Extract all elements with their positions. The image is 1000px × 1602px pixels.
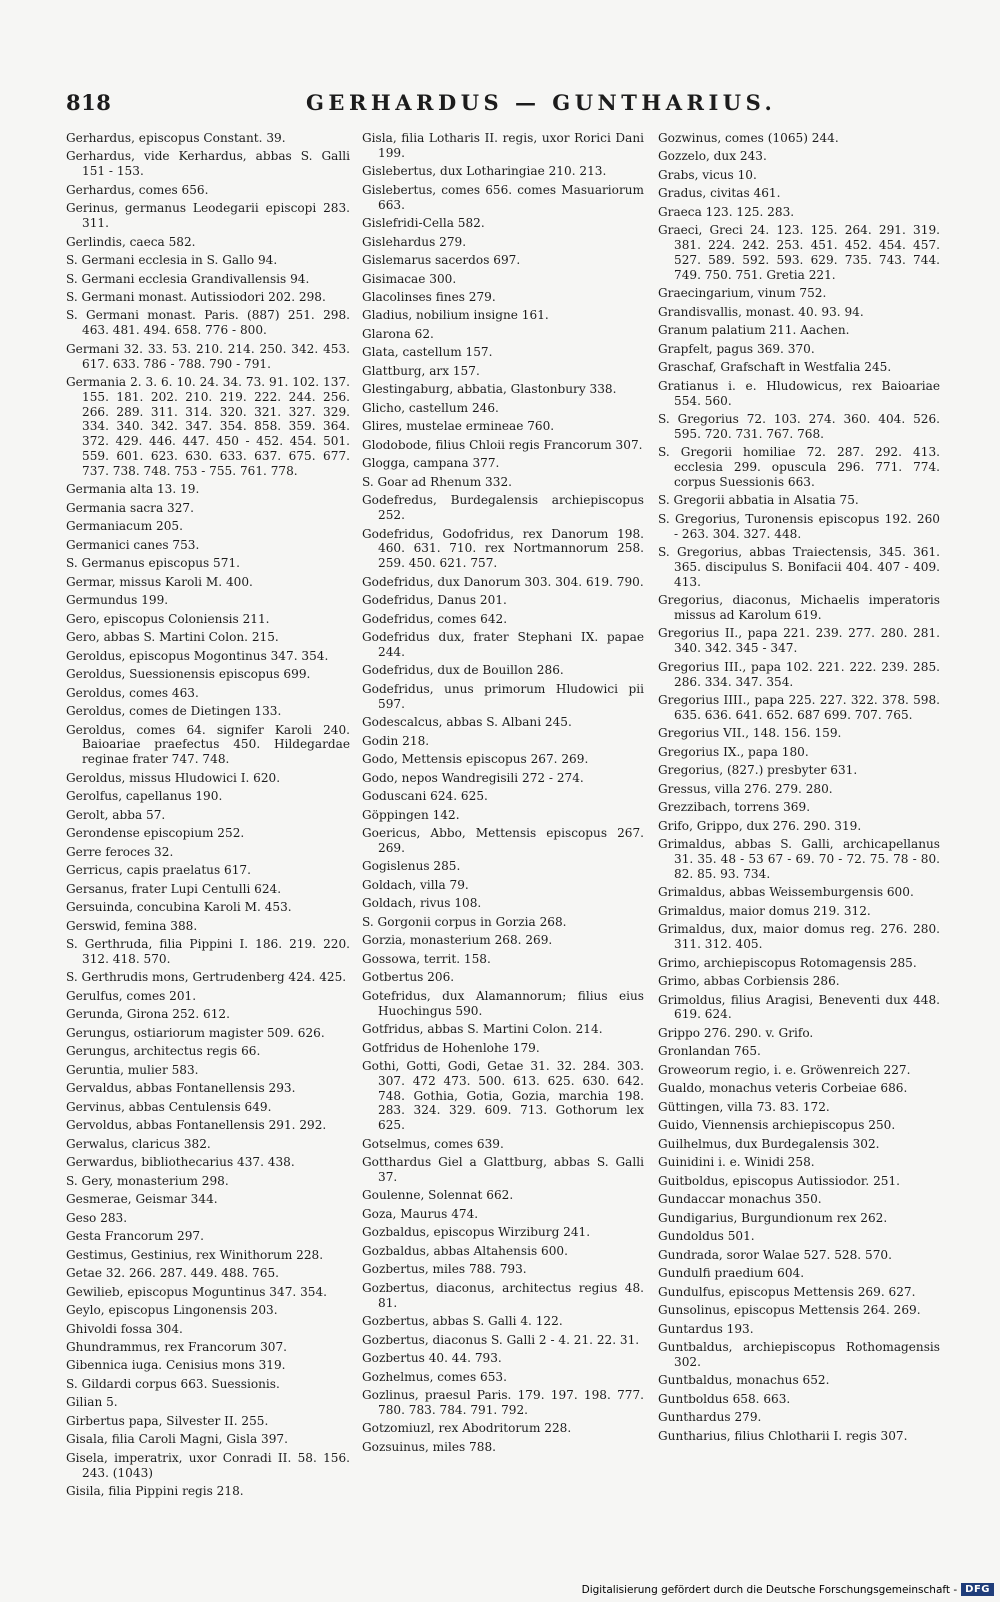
index-entry: Gregorius VII., 148. 156. 159. xyxy=(658,726,842,741)
index-entry: Germania sacra 327. xyxy=(66,500,194,515)
index-entry: Gundrada, soror Walae 527. 528. 570. xyxy=(658,1247,892,1262)
index-entry: Geylo, episcopus Lingonensis 203. xyxy=(66,1303,278,1318)
index-entry: Germanici canes 753. xyxy=(66,537,200,552)
index-entry: Glarona 62. xyxy=(362,326,434,341)
index-entry: Glattburg, arx 157. xyxy=(362,363,480,378)
index-entry: Gerondense episcopium 252. xyxy=(66,826,245,841)
index-entry: Germania alta 13. 19. xyxy=(66,482,200,497)
index-entry: Gratianus i. e. Hludowicus, rex Baioariae 554. 560. xyxy=(658,378,940,408)
index-entry: Gisila, filia Pippini regis 218. xyxy=(66,1484,244,1499)
index-entry: Gozsuinus, miles 788. xyxy=(362,1439,496,1454)
index-entry: Gorzia, monasterium 268. 269. xyxy=(362,933,553,948)
index-entry: Gunsolinus, episcopus Mettensis 264. 269. xyxy=(658,1303,921,1318)
index-entry: Gualdo, monachus veteris Corbeiae 686. xyxy=(658,1081,908,1096)
index-entry: Gerswid, femina 388. xyxy=(66,918,198,933)
index-column-1 xyxy=(66,131,350,1503)
index-entry: Graecingarium, vinum 752. xyxy=(658,286,827,301)
index-entry: Gerungus, ostiariorum magister 509. 626. xyxy=(66,1025,325,1040)
index-entry: Grimaldus, dux, maior domus reg. 276. 280. 311. 312. 405. xyxy=(658,922,940,952)
index-entry: Groweorum regio, i. e. Gröwenreich 227. xyxy=(658,1062,911,1077)
index-entry: Godefridus, dux de Bouillon 286. xyxy=(362,663,564,678)
index-entry: Godescalcus, abbas S. Albani 245. xyxy=(362,715,572,730)
index-entry: S. Gery, monasterium 298. xyxy=(66,1173,229,1188)
index-entry: Gesmerae, Geismar 344. xyxy=(66,1192,218,1207)
index-entry: Godo, nepos Wandregisili 272 - 274. xyxy=(362,770,584,785)
index-entry: Gronlandan 765. xyxy=(658,1044,761,1059)
index-entry: S. Germani ecclesia in S. Gallo 94. xyxy=(66,253,278,268)
index-entry: S. Gregorii homiliae 72. 287. 292. 413. ecclesia 299. opuscula 296. 771. 774. corpus Suessionis 663. xyxy=(658,445,940,489)
page-number: 818 xyxy=(66,90,112,115)
index-entry: Gervaldus, abbas Fontanellensis 293. xyxy=(66,1081,296,1096)
index-entry: Guntharius, filius Chlotharii I. regis 307. xyxy=(658,1428,908,1443)
index-entry: Güttingen, villa 73. 83. 172. xyxy=(658,1099,830,1114)
index-entry: Geroldus, comes 463. xyxy=(66,685,199,700)
index-entry: Gotbertus 206. xyxy=(362,970,455,985)
index-entry: Germani 32. 33. 53. 210. 214. 250. 342. 453. 617. 633. 786 - 788. 790 - 791. xyxy=(66,341,350,371)
index-entry: Gotselmus, comes 639. xyxy=(362,1136,504,1151)
index-entry: Grimaldus, abbas S. Galli, archicapellanus 31. 35. 48 - 53 67 - 69. 70 - 72. 75. 78 - 80. 82. 85. 93. 734. xyxy=(658,837,940,881)
index-entry: Grimo, archiepiscopus Rotomagensis 285. xyxy=(658,955,917,970)
index-entry: Gersanus, frater Lupi Centulli 624. xyxy=(66,881,282,896)
index-entry: Gerunda, Girona 252. 612. xyxy=(66,1007,230,1022)
index-entry: Gisala, filia Caroli Magni, Gisla 397. xyxy=(66,1432,288,1447)
footer-credit xyxy=(582,1579,1000,1602)
index-entry: Guilhelmus, dux Burdegalensis 302. xyxy=(658,1136,880,1151)
index-entry: Gislefridi-Cella 582. xyxy=(362,216,485,231)
index-entry: Godefredus, Burdegalensis archiepiscopus 252. xyxy=(362,493,644,523)
index-entry: S. Germanus episcopus 571. xyxy=(66,556,240,571)
index-entry: Glestingaburg, abbatia, Glastonbury 338. xyxy=(362,382,617,397)
index-entry: Gislehardus 279. xyxy=(362,234,467,249)
index-entry: Gewilieb, episcopus Moguntinus 347. 354. xyxy=(66,1284,328,1299)
index-entry: Graeca 123. 125. 283. xyxy=(658,204,795,219)
index-entry: Gundoldus 501. xyxy=(658,1229,755,1244)
index-entry: Gislebertus, comes 656. comes Masuariorum 663. xyxy=(362,182,644,212)
index-entry: Glata, castellum 157. xyxy=(362,345,493,360)
index-entry: Gerre feroces 32. xyxy=(66,844,174,859)
index-entry: Geroldus, episcopus Mogontinus 347. 354. xyxy=(66,648,329,663)
index-entry: Gerolt, abba 57. xyxy=(66,807,166,822)
index-entry: Gilian 5. xyxy=(66,1395,118,1410)
index-entry: Gislemarus sacerdos 697. xyxy=(362,253,521,268)
index-entry: Goulenne, Solennat 662. xyxy=(362,1188,514,1203)
index-entry: Graeci, Greci 24. 123. 125. 264. 291. 319. 381. 224. 242. 253. 451. 452. 454. 457. 527. 589. 592. 593. 629. 735. 743. 744. 749. 750. 751. Gretia 221. xyxy=(658,223,940,282)
index-entry: Glodobode, filius Chloii regis Francorum 307. xyxy=(362,437,643,452)
index-entry: Gunthardus 279. xyxy=(658,1410,762,1425)
index-entry: Guntardus 193. xyxy=(658,1321,754,1336)
index-entry: Germar, missus Karoli M. 400. xyxy=(66,574,253,589)
index-entry: Girbertus papa, Silvester II. 255. xyxy=(66,1413,269,1428)
index-entry: Geroldus, comes 64. signifer Karoli 240. Baioariae praefectus 450. Hildegardae reginae frater 747. 748. xyxy=(66,722,350,767)
index-entry: Gotfridus, abbas S. Martini Colon. 214. xyxy=(362,1022,603,1037)
index-entry: Gozlinus, praesul Paris. 179. 197. 198. 777. 780. 783. 784. 791. 792. xyxy=(362,1388,644,1417)
index-entry: Ghivoldi fossa 304. xyxy=(66,1321,183,1336)
index-entry: Gundigarius, Burgundionum rex 262. xyxy=(658,1210,888,1225)
index-entry: Gothi, Gotti, Godi, Getae 31. 32. 284. 303. 307. 472 473. 500. 613. 625. 630. 642. 748. Gothia, Gotia, Gozia, marchia 198. 283. 324. 329. 609. 713. Gothorum lex 625. xyxy=(362,1059,644,1133)
index-entry: Gerlindis, caeca 582. xyxy=(66,234,196,249)
index-entry: Gozbertus, diaconus, architectus regius 48. 81. xyxy=(362,1280,644,1310)
index-entry: Godefridus dux, frater Stephani IX. papae 244. xyxy=(362,630,644,659)
index-entry: Goza, Maurus 474. xyxy=(362,1206,479,1221)
index-entry: Geruntia, mulier 583. xyxy=(66,1062,199,1077)
index-entry: Gislebertus, dux Lotharingiae 210. 213. xyxy=(362,164,607,179)
index-entry: Grabs, vicus 10. xyxy=(658,167,757,182)
index-entry: Godin 218. xyxy=(362,733,430,748)
index-entry: Glicho, castellum 246. xyxy=(362,400,499,415)
index-entry: Gozbertus 40. 44. 793. xyxy=(362,1351,502,1366)
index-entry: Grippo 276. 290. v. Grifo. xyxy=(658,1025,814,1040)
index-entry: Gerhardus, comes 656. xyxy=(66,182,209,197)
index-entry: Gradus, civitas 461. xyxy=(658,186,781,201)
index-entry: Gotefridus, dux Alamannorum; filius eius Huochingus 590. xyxy=(362,988,644,1018)
index-entry: Gregorius, diaconus, Michaelis imperatoris missus ad Karolum 619. xyxy=(658,593,940,622)
index-entry: S. Germani ecclesia Grandivallensis 94. xyxy=(66,271,310,286)
index-entry: Goldach, villa 79. xyxy=(362,877,469,892)
index-entry: Germania 2. 3. 6. 10. 24. 34. 73. 91. 102. 137. 155. 181. 202. 210. 219. 222. 244. 256. 266. 289. 311. 314. 320. 321. 327. 329. 334. 340. 342. 347. 354. 858. 359. 364. 372. 429. 446. 447. 450 - 452. 454. 501. 559. 601. 623. 630. 633. 637. 675. 677. 737. 738. 748. 753 - 755. 761. 778. xyxy=(66,375,350,478)
index-entry: Grimoldus, filius Aragisi, Beneventi dux 448. 619. 624. xyxy=(658,992,940,1022)
index-entry: S. Goar ad Rhenum 332. xyxy=(362,474,512,489)
index-entry: Goericus, Abbo, Mettensis episcopus 267. 269. xyxy=(362,826,644,855)
index-entry: Grezzibach, torrens 369. xyxy=(658,800,811,815)
index-entry: Godefridus, dux Danorum 303. 304. 619. 790. xyxy=(362,574,644,589)
index-entry: S. Gregorii abbatia in Alsatia 75. xyxy=(658,493,859,508)
index-entry: Guntbaldus, archiepiscopus Rothomagensis 302. xyxy=(658,1340,940,1369)
index-entry: Gervoldus, abbas Fontanellensis 291. 292. xyxy=(66,1118,327,1133)
index-entry: Godefridus, Danus 201. xyxy=(362,593,507,608)
index-entry: Godefridus, unus primorum Hludowici pii 597. xyxy=(362,681,644,711)
index-entry: Gerinus, germanus Leodegarii episcopi 283. 311. xyxy=(66,201,350,231)
index-entry: Gerulfus, comes 201. xyxy=(66,988,197,1003)
index-entry: Gressus, villa 276. 279. 280. xyxy=(658,781,833,796)
index-entry: Gerhardus, vide Kerhardus, abbas S. Galli 151 - 153. xyxy=(66,149,350,179)
index-entry: Gotfridus de Hohenlohe 179. xyxy=(362,1040,540,1055)
index-entry: S. Gregorius, abbas Traiectensis, 345. 361. 365. discipulus S. Bonifacii 404. 407 - 409. 413. xyxy=(658,545,940,589)
index-entry: Guntboldus 658. 663. xyxy=(658,1391,791,1406)
index-entry: Gozbaldus, abbas Altahensis 600. xyxy=(362,1243,568,1258)
index-entry: Guitboldus, episcopus Autissiodor. 251. xyxy=(658,1173,901,1188)
index-entry: Guinidini i. e. Winidi 258. xyxy=(658,1155,815,1170)
index-entry: S. Gregorius, Turonensis episcopus 192. 260 - 263. 304. 327. 448. xyxy=(658,511,940,541)
index-entry: Glacolinses fines 279. xyxy=(362,289,496,304)
index-entry: Gregorius III., papa 102. 221. 222. 239. 285. 286. 334. 347. 354. xyxy=(658,659,940,689)
index-entry: Göppingen 142. xyxy=(362,807,460,822)
index-entry: Gerungus, architectus regis 66. xyxy=(66,1044,261,1059)
index-entry: Gersuinda, concubina Karoli M. 453. xyxy=(66,900,292,915)
index-entry: Godefridus, comes 642. xyxy=(362,611,508,626)
index-entry: S. Gildardi corpus 663. Suessionis. xyxy=(66,1376,280,1391)
index-entry: Ghundrammus, rex Francorum 307. xyxy=(66,1340,288,1354)
index-entry: Glogga, campana 377. xyxy=(362,456,500,471)
index-entry: Grimaldus, abbas Weissemburgensis 600. xyxy=(658,885,914,900)
index-entry: Grapfelt, pagus 369. 370. xyxy=(658,341,815,356)
index-entry: Gregorius, (827.) presbyter 631. xyxy=(658,763,858,778)
footer-credit-text: Digitalisierung gefördert durch die Deutsche Forschungsgemeinschaft - xyxy=(581,1583,958,1596)
dfg-logo: DFG xyxy=(961,1583,994,1596)
index-entry: Gozbertus, diaconus S. Galli 2 - 4. 21. 22. 31. xyxy=(362,1332,640,1347)
index-entry: Gibennica iuga. Cenisius mons 319. xyxy=(66,1358,286,1373)
index-entry: Godefridus, Godofridus, rex Danorum 198. 460. 631. 710. rex Nortmannorum 258. 259. 450. 621. 757. xyxy=(362,526,644,571)
index-entry: Godo, Mettensis episcopus 267. 269. xyxy=(362,752,589,767)
index-entry: Gundulfi praedium 604. xyxy=(658,1266,805,1281)
index-entry: Graschaf, Grafschaft in Westfalia 245. xyxy=(658,360,892,375)
index-entry: Grimaldus, maior domus 219. 312. xyxy=(658,903,871,918)
index-entry: Gregorius IIII., papa 225. 227. 322. 378. 598. 635. 636. 641. 652. 687 699. 707. 765. xyxy=(658,693,940,722)
index-entry: Gervinus, abbas Centulensis 649. xyxy=(66,1099,272,1114)
index-entry: Gerhardus, episcopus Constant. 39. xyxy=(66,131,286,145)
index-entry: Grandisvallis, monast. 40. 93. 94. xyxy=(658,304,864,319)
index-entry: Gerwalus, claricus 382. xyxy=(66,1136,211,1151)
index-entry: Goduscani 624. 625. xyxy=(362,789,488,804)
index-entry: Guido, Viennensis archiepiscopus 250. xyxy=(658,1118,896,1133)
index-entry: Goldach, rivus 108. xyxy=(362,896,482,911)
index-entry: Gero, abbas S. Martini Colon. 215. xyxy=(66,630,279,645)
index-entry: Gozhelmus, comes 653. xyxy=(362,1369,507,1384)
index-entry: Gerricus, capis praelatus 617. xyxy=(66,863,251,878)
index-entry: S. Gorgonii corpus in Gorzia 268. xyxy=(362,914,567,929)
index-entry: Gestimus, Gestinius, rex Winithorum 228. xyxy=(66,1247,324,1262)
index-entry: Gundulfus, episcopus Mettensis 269. 627. xyxy=(658,1284,916,1299)
index-entry: Germaniacum 205. xyxy=(66,519,183,534)
index-entry: Gisimacae 300. xyxy=(362,271,457,286)
index-entry: Gozzelo, dux 243. xyxy=(658,149,767,164)
index-entry: Guntbaldus, monachus 652. xyxy=(658,1373,830,1388)
index-entry: S. Gerthrudis mons, Gertrudenberg 424. 425. xyxy=(66,970,347,985)
index-entry: Gisla, filia Lotharis II. regis, uxor Rorici Dani 199. xyxy=(362,131,644,160)
index-entry: S. Germani monast. Autissiodori 202. 298. xyxy=(66,289,326,304)
index-entry: Germundus 199. xyxy=(66,593,169,608)
index-entry: Gotzomiuzl, rex Abodritorum 228. xyxy=(362,1421,572,1436)
index-entry: Geso 283. xyxy=(66,1210,128,1225)
index-column-3 xyxy=(658,131,940,1447)
index-entry: Grimo, abbas Corbiensis 286. xyxy=(658,974,840,989)
index-entry: Gossowa, territ. 158. xyxy=(362,951,491,966)
index-entry: Gregorius IX., papa 180. xyxy=(658,744,809,759)
index-entry: Gogislenus 285. xyxy=(362,859,461,874)
index-entry: Grifo, Grippo, dux 276. 290. 319. xyxy=(658,818,862,833)
index-entry: Geroldus, Suessionensis episcopus 699. xyxy=(66,667,311,682)
index-entry: Gozbertus, miles 788. 793. xyxy=(362,1262,527,1277)
index-entry: Glires, mustelae ermineae 760. xyxy=(362,419,555,434)
index-entry: Getae 32. 266. 287. 449. 488. 765. xyxy=(66,1266,279,1281)
index-entry: Geroldus, missus Hludowici I. 620. xyxy=(66,770,281,785)
index-entry: Gozbaldus, episcopus Wirziburg 241. xyxy=(362,1225,591,1240)
index-entry: Gerolfus, capellanus 190. xyxy=(66,789,223,804)
index-entry: Gero, episcopus Coloniensis 211. xyxy=(66,611,270,626)
index-entry: S. Gregorius 72. 103. 274. 360. 404. 526. 595. 720. 731. 767. 768. xyxy=(658,412,940,441)
index-entry: Gerwardus, bibliothecarius 437. 438. xyxy=(66,1155,295,1170)
index-entry: Gesta Francorum 297. xyxy=(66,1229,204,1244)
index-entry: Gregorius II., papa 221. 239. 277. 280. 281. 340. 342. 345 - 347. xyxy=(658,626,940,656)
index-entry: S. Germani monast. Paris. (887) 251. 298. 463. 481. 494. 658. 776 - 800. xyxy=(66,308,350,338)
index-column-2 xyxy=(362,131,644,1458)
index-entry: Granum palatium 211. Aachen. xyxy=(658,323,850,338)
index-entry: S. Gerthruda, filia Pippini I. 186. 219. 220. 312. 418. 570. xyxy=(66,937,350,966)
index-entry: Gotthardus Giel a Glattburg, abbas S. Galli 37. xyxy=(362,1155,644,1184)
index-entry: Geroldus, comes de Dietingen 133. xyxy=(66,704,282,719)
index-entry: Gundaccar monachus 350. xyxy=(658,1192,822,1207)
index-entry: Gladius, nobilium insigne 161. xyxy=(362,308,549,323)
index-entry: Gozbertus, abbas S. Galli 4. 122. xyxy=(362,1314,563,1329)
index-entry: Gozwinus, comes (1065) 244. xyxy=(658,131,839,145)
running-head: GERHARDUS — GUNTHARIUS. xyxy=(306,90,777,115)
index-entry: Gisela, imperatrix, uxor Conradi II. 58. 156. 243. (1043) xyxy=(66,1450,350,1480)
